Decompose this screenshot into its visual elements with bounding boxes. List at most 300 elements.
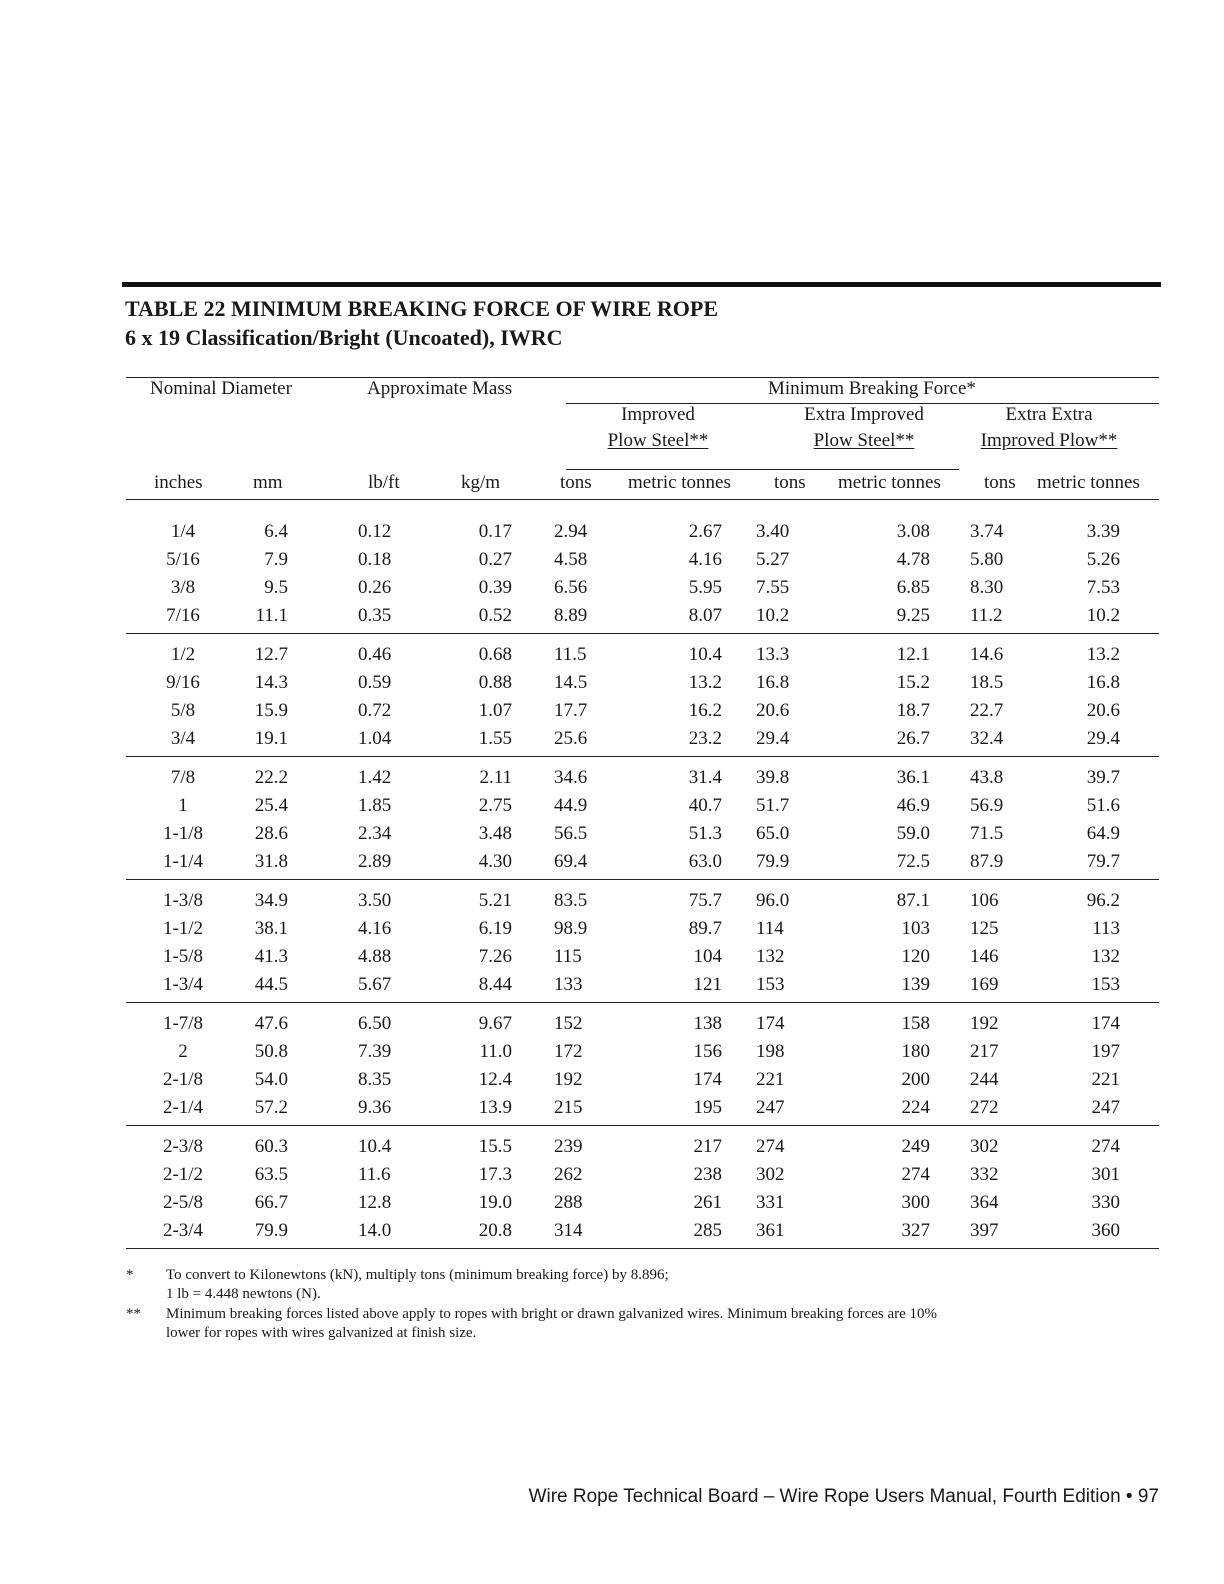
cell-ips-tonnes: 13.2 (688, 672, 722, 693)
cell-kg-m: 0.52 (478, 605, 512, 626)
header-eips-line-1: Extra Improved (804, 404, 924, 425)
cell-ips-tons: 98.9 (554, 918, 588, 939)
cell-eips-tonnes: 18.7 (896, 700, 930, 721)
cell-ips-tons: 115 (554, 946, 582, 967)
cell-eips-tonnes: 87.1 (896, 890, 930, 911)
cell-ips-tonnes: 40.7 (688, 795, 722, 816)
cell-lb-ft: 2.34 (358, 823, 392, 844)
cell-inches: 1/2 (170, 644, 196, 665)
cell-lb-ft: 1.04 (358, 728, 392, 749)
cell-kg-m: 11.0 (479, 1041, 512, 1062)
cell-eeip-tonnes: 153 (1091, 974, 1120, 995)
cell-eeip-tonnes: 247 (1091, 1097, 1120, 1118)
cell-ips-tonnes: 104 (693, 946, 722, 967)
cell-eips-tonnes: 26.7 (896, 728, 930, 749)
cell-ips-tonnes: 31.4 (688, 767, 722, 788)
table-row (126, 641, 1159, 669)
cell-inches: 5/8 (170, 700, 196, 721)
cell-kg-m: 6.19 (478, 918, 512, 939)
cell-eips-tonnes: 120 (901, 946, 930, 967)
cell-lb-ft: 5.67 (358, 974, 392, 995)
cell-eeip-tonnes: 10.2 (1086, 605, 1120, 626)
cell-kg-m: 0.27 (478, 549, 512, 570)
cell-eeip-tons: 364 (970, 1192, 999, 1213)
cell-eeip-tonnes: 29.4 (1086, 728, 1120, 749)
cell-lb-ft: 11.6 (358, 1164, 391, 1185)
cell-kg-m: 15.5 (478, 1136, 512, 1157)
cell-eips-tons: 221 (756, 1069, 785, 1090)
cell-ips-tonnes: 285 (693, 1220, 722, 1241)
cell-mm: 7.9 (264, 549, 288, 570)
cell-ips-tonnes: 16.2 (688, 700, 722, 721)
table-row (126, 915, 1159, 943)
table-row (126, 1066, 1159, 1094)
cell-kg-m: 0.68 (478, 644, 512, 665)
cell-kg-m: 12.4 (478, 1069, 512, 1090)
cell-ips-tonnes: 23.2 (688, 728, 722, 749)
cell-eeip-tons: 71.5 (970, 823, 1004, 844)
cell-eeip-tons: 244 (970, 1069, 999, 1090)
cell-inches: 2-3/8 (162, 1136, 204, 1157)
cell-lb-ft: 0.12 (358, 521, 392, 542)
cell-ips-tons: 17.7 (554, 700, 588, 721)
cell-mm: 63.5 (254, 1164, 288, 1185)
cell-mm: 19.1 (254, 728, 288, 749)
cell-lb-ft: 7.39 (358, 1041, 392, 1062)
cell-eips-tonnes: 139 (901, 974, 930, 995)
cell-lb-ft: 2.89 (358, 851, 392, 872)
header-ips-line-1: Improved (621, 404, 695, 425)
cell-ips-tons: 262 (554, 1164, 583, 1185)
table-row (126, 792, 1159, 820)
cell-kg-m: 13.9 (478, 1097, 512, 1118)
table-row (126, 725, 1159, 753)
cell-eeip-tonnes: 330 (1091, 1192, 1120, 1213)
cell-eeip-tons: 272 (970, 1097, 999, 1118)
cell-eips-tons: 65.0 (756, 823, 790, 844)
cell-mm: 54.0 (254, 1069, 288, 1090)
title-line-2: 6 x 19 Classification/Bright (Uncoated), IWRC (125, 325, 563, 350)
cell-lb-ft: 6.50 (358, 1013, 392, 1034)
cell-eips-tonnes: 46.9 (896, 795, 930, 816)
cell-eeip-tons: 125 (970, 918, 999, 939)
cell-lb-ft: 0.26 (358, 577, 392, 598)
cell-eips-tons: 3.40 (756, 521, 790, 542)
cell-ips-tonnes: 75.7 (688, 890, 722, 911)
cell-mm: 28.6 (254, 823, 288, 844)
cell-eeip-tons: 106 (970, 890, 999, 911)
cell-inches: 1-3/8 (162, 890, 204, 911)
table-row (126, 1094, 1159, 1122)
cell-mm: 22.2 (254, 767, 288, 788)
group-divider (126, 633, 1159, 634)
cell-eeip-tons: 3.74 (970, 521, 1004, 542)
cell-inches: 9/16 (166, 672, 200, 693)
cell-eips-tons: 331 (756, 1192, 785, 1213)
cell-eips-tons: 13.3 (756, 644, 790, 665)
table-row (126, 820, 1159, 848)
cell-eips-tons: 5.27 (756, 549, 790, 570)
unit-eeip-tons: tons (984, 472, 1016, 493)
footnote-1-mark: * (126, 1267, 134, 1283)
cell-mm: 9.5 (264, 577, 288, 598)
table-title (125, 294, 718, 352)
group-divider (126, 879, 1159, 880)
unit-eips-tons: tons (774, 472, 806, 493)
group-divider (126, 756, 1159, 757)
cell-lb-ft: 4.16 (358, 918, 392, 939)
cell-ips-tonnes: 138 (693, 1013, 722, 1034)
header-nominal-diameter: Nominal Diameter (150, 378, 292, 399)
cell-eips-tonnes: 72.5 (896, 851, 930, 872)
cell-eips-tons: 247 (756, 1097, 785, 1118)
cell-eips-tonnes: 3.08 (896, 521, 930, 542)
cell-inches: 3/8 (170, 577, 196, 598)
cell-ips-tonnes: 174 (693, 1069, 722, 1090)
footnote-2-line-2: lower for ropes with wires galvanized at finish size. (166, 1325, 477, 1341)
cell-ips-tons: 239 (554, 1136, 583, 1157)
cell-eeip-tons: 8.30 (970, 577, 1004, 598)
cell-eeip-tons: 56.9 (970, 795, 1004, 816)
page-footer: Wire Rope Technical Board – Wire Rope Users Manual, Fourth Edition • 97 (528, 1486, 1159, 1507)
cell-eips-tons: 96.0 (756, 890, 790, 911)
cell-lb-ft: 0.46 (358, 644, 392, 665)
cell-eeip-tonnes: 360 (1091, 1220, 1120, 1241)
cell-eips-tonnes: 4.78 (896, 549, 930, 570)
cell-lb-ft: 0.35 (358, 605, 392, 626)
footnote-2 (126, 1305, 1126, 1343)
cell-inches: 1-5/8 (162, 946, 204, 967)
header-eips-line-2: Plow Steel** (813, 430, 915, 451)
cell-eeip-tons: 302 (970, 1136, 999, 1157)
grade-rule (566, 469, 959, 470)
cell-eeip-tons: 87.9 (970, 851, 1004, 872)
table-row (126, 1161, 1159, 1189)
group-divider (126, 1125, 1159, 1126)
cell-kg-m: 4.30 (478, 851, 512, 872)
cell-ips-tons: 25.6 (554, 728, 588, 749)
cell-ips-tons: 83.5 (554, 890, 588, 911)
header-bottom-rule (126, 499, 1159, 500)
cell-eeip-tonnes: 5.26 (1086, 549, 1120, 570)
cell-inches: 2-1/8 (162, 1069, 204, 1090)
cell-lb-ft: 0.59 (358, 672, 392, 693)
cell-eips-tonnes: 36.1 (896, 767, 930, 788)
table-row (126, 1189, 1159, 1217)
table-row (126, 943, 1159, 971)
footnotes (126, 1266, 1126, 1344)
footnote-2-line-1: Minimum breaking forces listed above apply to ropes with bright or drawn galvanized wires. Minimum breaking forces are 10% (166, 1306, 938, 1322)
cell-kg-m: 2.11 (479, 767, 512, 788)
cell-eips-tons: 29.4 (756, 728, 790, 749)
cell-eips-tonnes: 180 (901, 1041, 930, 1062)
cell-ips-tons: 8.89 (554, 605, 588, 626)
unit-inches: inches (154, 472, 203, 493)
table-row (126, 764, 1159, 792)
cell-ips-tons: 133 (554, 974, 583, 995)
cell-mm: 79.9 (254, 1220, 288, 1241)
table-row (126, 697, 1159, 725)
table-row (126, 887, 1159, 915)
cell-inches: 2 (178, 1041, 188, 1062)
cell-eeip-tonnes: 13.2 (1086, 644, 1120, 665)
cell-eeip-tonnes: 301 (1091, 1164, 1120, 1185)
cell-ips-tonnes: 238 (693, 1164, 722, 1185)
cell-eeip-tons: 332 (970, 1164, 999, 1185)
cell-ips-tonnes: 195 (693, 1097, 722, 1118)
cell-ips-tons: 56.5 (554, 823, 588, 844)
cell-inches: 3/4 (170, 728, 196, 749)
footnote-1-line-2: 1 lb = 4.448 newtons (N). (166, 1286, 321, 1302)
cell-kg-m: 1.55 (478, 728, 512, 749)
cell-eeip-tonnes: 96.2 (1086, 890, 1120, 911)
cell-lb-ft: 1.42 (358, 767, 392, 788)
cell-mm: 47.6 (254, 1013, 288, 1034)
cell-eeip-tons: 11.2 (970, 605, 1003, 626)
cell-ips-tons: 69.4 (554, 851, 588, 872)
cell-ips-tons: 34.6 (554, 767, 588, 788)
cell-ips-tons: 172 (554, 1041, 583, 1062)
group-divider (126, 1248, 1159, 1249)
cell-kg-m: 0.88 (478, 672, 512, 693)
table-row (126, 669, 1159, 697)
cell-eeip-tons: 397 (970, 1220, 999, 1241)
cell-kg-m: 0.39 (478, 577, 512, 598)
cell-ips-tons: 4.58 (554, 549, 588, 570)
header-ips-line-2: Plow Steel** (607, 430, 709, 451)
cell-eeip-tons: 5.80 (970, 549, 1004, 570)
cell-ips-tons: 11.5 (554, 644, 587, 665)
cell-lb-ft: 9.36 (358, 1097, 392, 1118)
footnote-2-mark: ** (126, 1306, 141, 1322)
cell-ips-tons: 215 (554, 1097, 583, 1118)
cell-lb-ft: 3.50 (358, 890, 392, 911)
cell-kg-m: 2.75 (478, 795, 512, 816)
cell-kg-m: 17.3 (478, 1164, 512, 1185)
cell-mm: 31.8 (254, 851, 288, 872)
unit-eeip-metric-tonnes: metric tonnes (1037, 472, 1140, 493)
cell-ips-tonnes: 10.4 (688, 644, 722, 665)
title-line-1: TABLE 22 MINIMUM BREAKING FORCE OF WIRE ROPE (125, 296, 719, 321)
cell-inches: 2-1/4 (162, 1097, 204, 1118)
cell-ips-tons: 314 (554, 1220, 583, 1241)
cell-mm: 6.4 (264, 521, 288, 542)
cell-kg-m: 7.26 (478, 946, 512, 967)
cell-ips-tonnes: 156 (693, 1041, 722, 1062)
cell-eeip-tonnes: 79.7 (1086, 851, 1120, 872)
cell-kg-m: 0.17 (478, 521, 512, 542)
cell-eips-tonnes: 224 (901, 1097, 930, 1118)
table-row (126, 1010, 1159, 1038)
cell-eips-tonnes: 327 (901, 1220, 930, 1241)
cell-mm: 38.1 (254, 918, 288, 939)
cell-ips-tonnes: 217 (693, 1136, 722, 1157)
cell-eeip-tonnes: 3.39 (1086, 521, 1120, 542)
cell-eeip-tonnes: 16.8 (1086, 672, 1120, 693)
cell-ips-tons: 2.94 (554, 521, 588, 542)
cell-ips-tons: 288 (554, 1192, 583, 1213)
cell-eips-tonnes: 300 (901, 1192, 930, 1213)
table-row (126, 602, 1159, 630)
cell-ips-tonnes: 51.3 (688, 823, 722, 844)
cell-inches: 2-5/8 (162, 1192, 204, 1213)
cell-eeip-tonnes: 20.6 (1086, 700, 1120, 721)
cell-lb-ft: 4.88 (358, 946, 392, 967)
cell-mm: 57.2 (254, 1097, 288, 1118)
unit-ips-metric-tonnes: metric tonnes (628, 472, 731, 493)
cell-eeip-tons: 22.7 (970, 700, 1004, 721)
cell-mm: 12.7 (254, 644, 288, 665)
cell-eips-tons: 7.55 (756, 577, 790, 598)
cell-inches: 1-1/2 (162, 918, 204, 939)
table-row (126, 1038, 1159, 1066)
cell-eeip-tons: 192 (970, 1013, 999, 1034)
cell-mm: 50.8 (254, 1041, 288, 1062)
table-row (126, 518, 1159, 546)
cell-lb-ft: 0.18 (358, 549, 392, 570)
group-divider (126, 1002, 1159, 1003)
cell-eeip-tonnes: 51.6 (1086, 795, 1120, 816)
cell-mm: 66.7 (254, 1192, 288, 1213)
cell-eeip-tonnes: 132 (1091, 946, 1120, 967)
cell-eips-tons: 20.6 (756, 700, 790, 721)
cell-mm: 34.9 (254, 890, 288, 911)
cell-eips-tonnes: 200 (901, 1069, 930, 1090)
cell-eips-tons: 198 (756, 1041, 785, 1062)
cell-inches: 2-3/4 (162, 1220, 204, 1241)
cell-ips-tons: 192 (554, 1069, 583, 1090)
cell-eips-tons: 361 (756, 1220, 785, 1241)
cell-ips-tons: 14.5 (554, 672, 588, 693)
unit-ips-tons: tons (560, 472, 592, 493)
cell-kg-m: 3.48 (478, 823, 512, 844)
cell-kg-m: 1.07 (478, 700, 512, 721)
cell-mm: 44.5 (254, 974, 288, 995)
top-rule (122, 282, 1161, 287)
cell-kg-m: 19.0 (478, 1192, 512, 1213)
cell-ips-tonnes: 4.16 (688, 549, 722, 570)
cell-kg-m: 5.21 (478, 890, 512, 911)
cell-lb-ft: 10.4 (358, 1136, 392, 1157)
cell-mm: 11.1 (255, 605, 288, 626)
cell-eips-tonnes: 249 (901, 1136, 930, 1157)
cell-eips-tonnes: 12.1 (896, 644, 930, 665)
cell-eips-tons: 39.8 (756, 767, 790, 788)
cell-mm: 14.3 (254, 672, 288, 693)
cell-eeip-tonnes: 221 (1091, 1069, 1120, 1090)
cell-mm: 41.3 (254, 946, 288, 967)
cell-lb-ft: 0.72 (358, 700, 392, 721)
cell-eips-tonnes: 274 (901, 1164, 930, 1185)
cell-eeip-tons: 43.8 (970, 767, 1004, 788)
cell-eips-tons: 114 (756, 918, 784, 939)
header-eeip-line-2: Improved Plow** (980, 430, 1118, 451)
table-row (126, 1217, 1159, 1245)
cell-inches: 2-1/2 (162, 1164, 204, 1185)
cell-kg-m: 20.8 (478, 1220, 512, 1241)
cell-inches: 1-7/8 (162, 1013, 204, 1034)
cell-eeip-tonnes: 113 (1092, 918, 1120, 939)
cell-inches: 1-1/4 (162, 851, 204, 872)
cell-ips-tons: 6.56 (554, 577, 588, 598)
cell-eips-tonnes: 9.25 (896, 605, 930, 626)
cell-eips-tons: 302 (756, 1164, 785, 1185)
cell-eips-tons: 16.8 (756, 672, 790, 693)
cell-eeip-tonnes: 197 (1091, 1041, 1120, 1062)
cell-eips-tons: 10.2 (756, 605, 790, 626)
cell-inches: 1-3/4 (162, 974, 204, 995)
cell-lb-ft: 12.8 (358, 1192, 392, 1213)
table-row (126, 848, 1159, 876)
header-minimum-breaking-force: Minimum Breaking Force* (768, 378, 976, 399)
cell-kg-m: 8.44 (478, 974, 512, 995)
cell-eips-tons: 174 (756, 1013, 785, 1034)
cell-eeip-tonnes: 7.53 (1086, 577, 1120, 598)
cell-lb-ft: 1.85 (358, 795, 392, 816)
cell-lb-ft: 14.0 (358, 1220, 392, 1241)
cell-inches: 7/8 (170, 767, 196, 788)
header-approximate-mass: Approximate Mass (367, 378, 513, 399)
footnote-1-line-1: To convert to Kilonewtons (kN), multiply tons (minimum breaking force) by 8.896; (166, 1267, 669, 1283)
table-row (126, 971, 1159, 999)
cell-eeip-tons: 14.6 (970, 644, 1004, 665)
cell-ips-tons: 152 (554, 1013, 583, 1034)
cell-eeip-tonnes: 174 (1091, 1013, 1120, 1034)
footnote-1 (126, 1266, 1126, 1304)
cell-eips-tons: 51.7 (756, 795, 790, 816)
cell-inches: 1/4 (170, 521, 196, 542)
cell-eips-tonnes: 59.0 (896, 823, 930, 844)
cell-lb-ft: 8.35 (358, 1069, 392, 1090)
cell-eeip-tons: 169 (970, 974, 999, 995)
cell-inches: 5/16 (166, 549, 200, 570)
cell-eeip-tons: 32.4 (970, 728, 1004, 749)
cell-eeip-tons: 146 (970, 946, 999, 967)
cell-eeip-tonnes: 39.7 (1086, 767, 1120, 788)
cell-eeip-tonnes: 274 (1091, 1136, 1120, 1157)
cell-eips-tons: 153 (756, 974, 785, 995)
cell-eips-tonnes: 158 (901, 1013, 930, 1034)
cell-kg-m: 9.67 (478, 1013, 512, 1034)
cell-inches: 1 (178, 795, 188, 816)
cell-eips-tons: 79.9 (756, 851, 790, 872)
unit-eips-metric-tonnes: metric tonnes (838, 472, 941, 493)
cell-ips-tonnes: 8.07 (688, 605, 722, 626)
cell-inches: 1-1/8 (162, 823, 204, 844)
cell-ips-tonnes: 5.95 (688, 577, 722, 598)
unit-kg-m: kg/m (461, 472, 501, 493)
cell-mm: 15.9 (254, 700, 288, 721)
cell-ips-tons: 44.9 (554, 795, 588, 816)
cell-eips-tonnes: 15.2 (896, 672, 930, 693)
cell-mm: 60.3 (254, 1136, 288, 1157)
cell-ips-tonnes: 261 (693, 1192, 722, 1213)
cell-ips-tonnes: 121 (693, 974, 722, 995)
cell-eips-tonnes: 103 (901, 918, 930, 939)
header-eeip-line-1: Extra Extra (1005, 404, 1093, 425)
table-row (126, 574, 1159, 602)
cell-eeip-tons: 217 (970, 1041, 999, 1062)
table-row (126, 1133, 1159, 1161)
unit-mm: mm (253, 472, 283, 493)
unit-lb-ft: lb/ft (368, 472, 400, 493)
cell-ips-tonnes: 63.0 (688, 851, 722, 872)
table-row (126, 546, 1159, 574)
cell-eips-tonnes: 6.85 (896, 577, 930, 598)
cell-eips-tons: 274 (756, 1136, 785, 1157)
cell-inches: 7/16 (166, 605, 200, 626)
cell-mm: 25.4 (254, 795, 288, 816)
